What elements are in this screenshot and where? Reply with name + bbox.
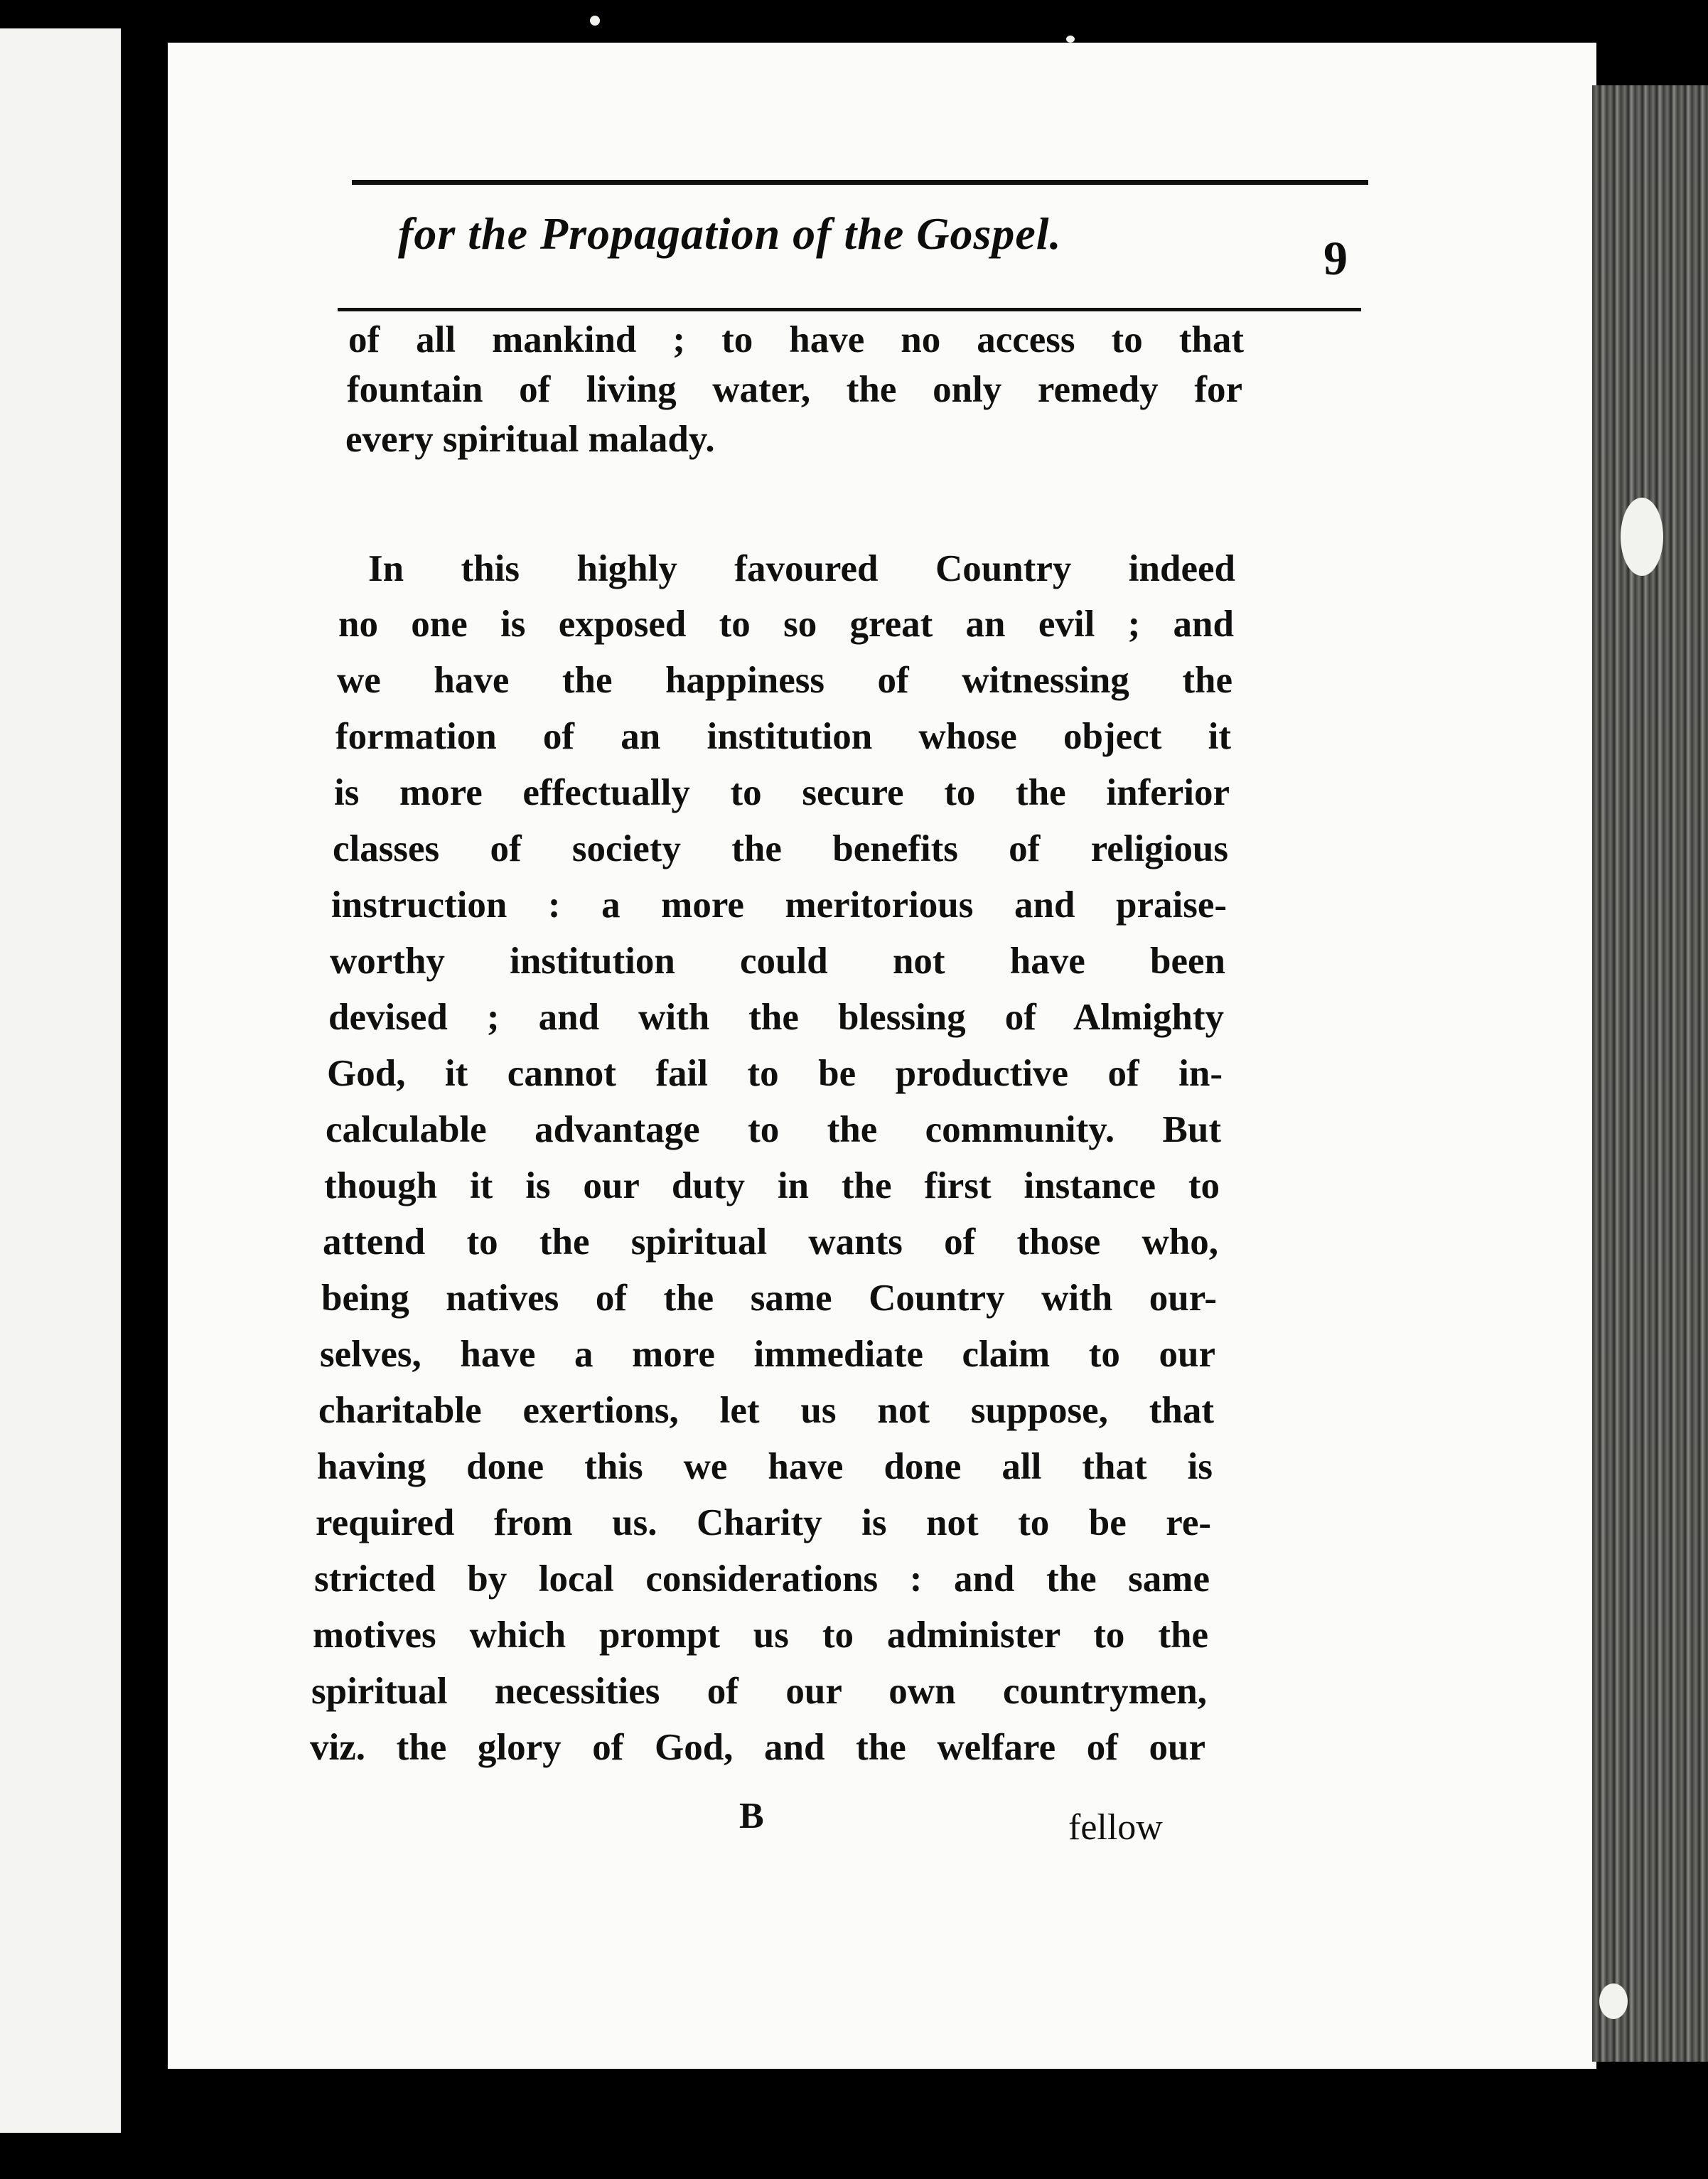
scan-speck [1599,1983,1628,2019]
text-line: every spiritual malady. [345,419,715,460]
text-line: In this highly favoured Country indeed [368,548,1235,589]
text-line: calculable advantage to the community. But [326,1109,1221,1150]
text-line: motives which prompt us to administer to the [313,1615,1208,1656]
text-line: is more effectually to secure to the inferior [334,772,1230,813]
scan-speck [1066,36,1075,43]
text-line: viz. the glory of God, and the welfare of our [310,1727,1205,1768]
text-line: being natives of the same Country with our- [321,1278,1217,1319]
page-block-edge [1592,85,1708,2062]
text-line: devised ; and with the blessing of Almighty [328,997,1224,1038]
catchword: fellow [1068,1807,1163,1848]
text-line: stricted by local considerations : and the same [314,1558,1210,1600]
text-line: God, it cannot fail to be productive of in- [327,1053,1223,1094]
page-number: 9 [1323,231,1348,285]
head-rule-bottom [338,308,1361,311]
head-rule-top [352,180,1368,185]
text-line: no one is exposed to so great an evil ; and [338,604,1234,645]
book-gutter [121,28,171,2133]
text-line: instruction : a more meritorious and praise- [331,884,1227,926]
scan-speck [590,16,600,26]
text-line: selves, have a more immediate claim to our [320,1334,1215,1375]
running-head-title: for the Propagation of the Gospel. [398,208,1062,259]
text-line: having done this we have done all that is [317,1446,1213,1487]
text-line: formation of an institution whose object it [335,716,1231,757]
text-line: though it is our duty in the first instance to [324,1165,1220,1206]
text-line: of all mankind ; to have no access to that [348,319,1244,360]
text-line: spiritual necessities of our own countrymen, [311,1671,1207,1712]
facing-page-edge [0,28,121,2133]
text-line: required from us. Charity is not to be re- [316,1502,1211,1543]
scan-speck [1621,498,1663,576]
text-line: fountain of living water, the only remedy for [347,369,1242,410]
text-line: worthy institution could not have been [330,941,1225,982]
signature-mark: B [739,1796,764,1836]
text-line: classes of society the benefits of religious [333,828,1228,869]
text-line: charitable exertions, let us not suppose, that [318,1390,1214,1431]
text-line: we have the happiness of witnessing the [337,660,1232,701]
text-line: attend to the spiritual wants of those who, [323,1221,1218,1263]
